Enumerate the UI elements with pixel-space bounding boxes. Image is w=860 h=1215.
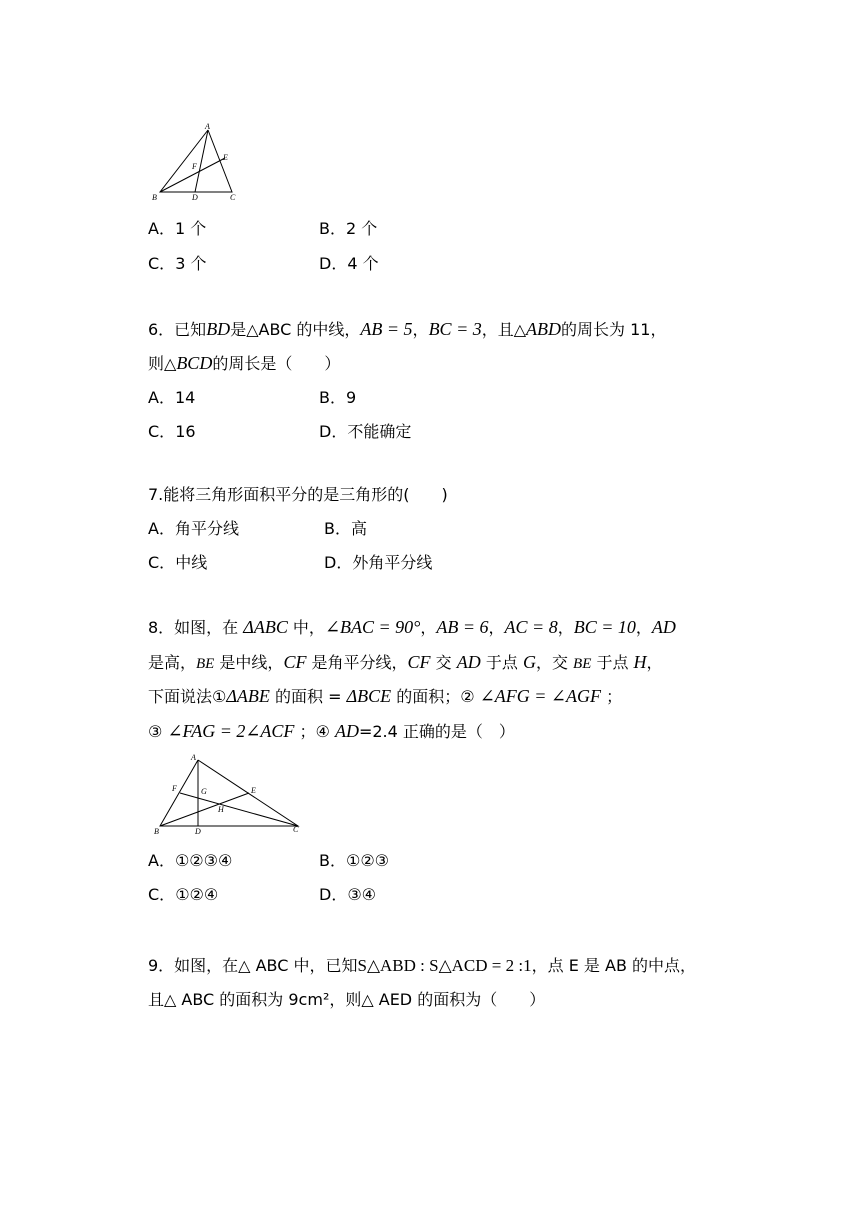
option-text: 2 个 [345, 219, 378, 238]
math: H [633, 652, 647, 672]
fig2-label-b: B [154, 827, 159, 836]
math: S△ABD : S△ACD = 2 :1 [357, 956, 532, 975]
q8-option-c [148, 884, 218, 906]
option-letter: B． [324, 519, 351, 538]
q8-stem-line3 [148, 685, 622, 708]
option-text: ①②④ [175, 885, 219, 904]
option-letter: A． [148, 388, 175, 407]
text: ， [646, 653, 663, 672]
q5-option-a [148, 218, 206, 240]
math: BE [573, 656, 592, 672]
option-text: 16 [175, 422, 196, 441]
text: 则△ [148, 354, 177, 373]
option-text: ①②③④ [174, 851, 233, 870]
math: BC = 10 [573, 617, 636, 637]
text: 的周长为 11， [561, 320, 667, 339]
fig2-label-d: D [195, 827, 201, 836]
fig1-label-e: E [223, 153, 228, 162]
q5-option-c [148, 253, 206, 275]
option-letter: C． [148, 553, 176, 572]
option-letter: A． [148, 851, 175, 870]
math: ABD [526, 319, 562, 339]
option-letter: D． [319, 885, 348, 904]
fig1-label-b: B [152, 193, 157, 202]
text: ；④ [294, 722, 335, 741]
math: AD [334, 721, 359, 741]
math: G [522, 652, 536, 672]
math: BD [206, 319, 231, 339]
math: ∠BAC = 90° [324, 617, 421, 637]
text: 下面说法① [148, 687, 227, 706]
option-letter: B． [319, 388, 346, 407]
fig2-label-a: A [191, 753, 196, 762]
math: ∠FAG = 2∠ACF [167, 721, 295, 741]
option-text: ③④ [347, 885, 377, 904]
q8-option-d [319, 884, 376, 906]
q7-option-d [324, 552, 432, 574]
option-text: 9 [345, 388, 357, 407]
option-letter: D． [319, 254, 348, 273]
option-letter: D． [324, 553, 353, 572]
math: AD [651, 617, 676, 637]
text: 于点 [591, 653, 634, 672]
fig2-label-e: E [251, 786, 256, 795]
text: ， [557, 618, 574, 637]
option-text: 3 个 [175, 254, 207, 273]
q6-stem-line1 [148, 318, 666, 341]
option-letter: A． [148, 219, 175, 238]
q8-stem-line4 [148, 720, 515, 743]
fig2-label-g: G [201, 787, 207, 796]
math: AC = 8 [504, 617, 558, 637]
text: 交 [430, 653, 457, 672]
q6-option-c [148, 421, 196, 443]
math: ∠AFG = ∠AGF [479, 686, 601, 706]
q7-option-c [148, 552, 207, 574]
option-letter: B． [319, 851, 346, 870]
text: ； [600, 687, 623, 706]
option-text: ①②③ [345, 851, 390, 870]
text: 且△ ABC 的面积为 9cm²，则△ AED 的面积为（ ） [148, 990, 546, 1009]
fig2-label-f: F [172, 784, 177, 793]
option-letter: C． [148, 422, 176, 441]
option-letter: C． [148, 254, 176, 273]
text: ，交 [535, 653, 574, 672]
text: 6．已知 [148, 320, 207, 339]
q6-option-a [148, 387, 195, 409]
math: CF [407, 652, 431, 672]
text: 的面积；② [391, 687, 480, 706]
text: 于点 [480, 653, 523, 672]
text: ，且△ [481, 320, 527, 339]
q7-stem: 7.能将三角形面积平分的是三角形的( ) [148, 485, 448, 504]
math: AB = 5 [360, 319, 413, 339]
q6-option-d [319, 421, 411, 443]
text: 中， [287, 618, 325, 637]
option-text: 4 个 [347, 254, 379, 273]
text: 8．如图，在 [148, 618, 244, 637]
math: ΔABC [243, 617, 288, 637]
text: ， [412, 320, 429, 339]
figure-triangle-abc-1 [148, 118, 248, 206]
math: BC = 3 [428, 319, 482, 339]
option-text: 外角平分线 [352, 553, 433, 572]
text: 是高， [148, 653, 197, 672]
q9-stem-line2 [148, 989, 545, 1011]
fig1-label-d: D [192, 193, 198, 202]
text: 是角平分线， [306, 653, 408, 672]
q7-option-b [324, 518, 367, 540]
option-text: 1 个 [174, 219, 207, 238]
text: 的周长是（ ） [212, 354, 341, 373]
text: 的面积 = [269, 687, 347, 706]
fig2-label-h: H [218, 805, 224, 814]
math: ΔBCE [346, 686, 392, 706]
figure-triangle-abc-2 [148, 750, 308, 840]
math: BCD [176, 353, 213, 373]
q8-option-a [148, 850, 232, 872]
q6-option-b [319, 387, 356, 409]
text: ， [488, 618, 505, 637]
option-letter: C． [148, 885, 176, 904]
fig1-label-a: A [205, 122, 210, 131]
fig2-label-c: C [293, 825, 299, 834]
fig1-label-c: C [230, 193, 236, 202]
option-text: 14 [174, 388, 196, 407]
math: AD [456, 652, 481, 672]
option-text: 角平分线 [174, 519, 239, 538]
option-letter: D． [319, 422, 348, 441]
option-text: 高 [350, 519, 367, 538]
text: 是中线， [214, 653, 284, 672]
option-text: 不能确定 [347, 422, 412, 441]
fig1-label-f: F [192, 162, 197, 171]
option-letter: B． [319, 219, 346, 238]
q8-option-b [319, 850, 389, 872]
math: AB = 6 [436, 617, 489, 637]
text: ， [635, 618, 652, 637]
text: 9．如图，在△ ABC 中，已知 [148, 956, 358, 975]
q6-stem-line2 [148, 352, 340, 375]
text: ， [420, 618, 437, 637]
math: CF [283, 652, 307, 672]
q8-stem-line2 [148, 651, 663, 675]
text: 是△ABC 的中线， [230, 320, 361, 339]
math: ΔABE [226, 686, 270, 706]
q5-option-b [319, 218, 377, 240]
q5-option-d [319, 253, 379, 275]
option-letter: A． [148, 519, 175, 538]
math: BE [196, 656, 215, 672]
q9-stem-line1 [148, 955, 696, 977]
text: =2.4 正确的是（ ） [358, 722, 515, 741]
text: ，点 E 是 AB 的中点， [531, 956, 697, 975]
q8-stem-line1 [148, 616, 676, 639]
option-text: 中线 [175, 553, 208, 572]
q7-option-a [148, 518, 239, 540]
text: ③ [148, 722, 168, 741]
